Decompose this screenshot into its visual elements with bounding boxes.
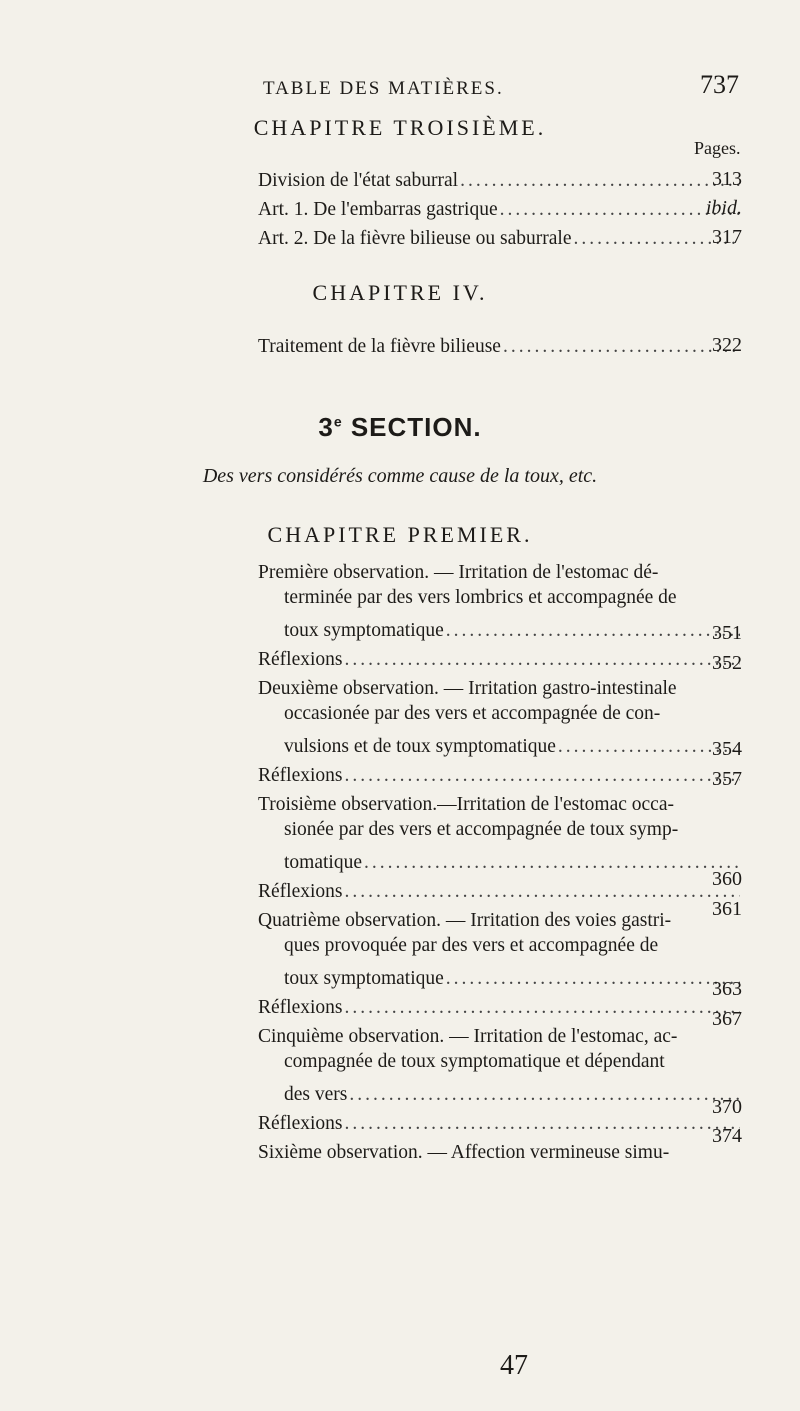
toc-entry-continuation: toux symptomatique: [284, 968, 444, 989]
toc-entry-title: Art. 1. De l'embarras gastrique: [258, 199, 498, 220]
toc-entry-continuation: sionée par des vers et accompagnée de toux symp-: [284, 819, 679, 840]
toc-entry: [258, 560, 688, 610]
toc-entry: [258, 226, 740, 251]
chapter-heading-four: CHAPITRE IV.: [312, 280, 488, 305]
toc-entry-title: Troisième observation.—Irritation de l'estomac occa-: [258, 794, 674, 815]
toc-entry: [258, 908, 688, 958]
chapter-heading-first: CHAPITRE PREMIER.: [267, 522, 533, 547]
toc-entry-continuation: compagnée de toux symptomatique et dépendant: [284, 1051, 665, 1072]
page-number: 737: [700, 70, 739, 99]
toc-entry: [258, 334, 740, 359]
toc-entry-title: Traitement de la fièvre bilieuse: [258, 336, 501, 357]
toc-entry-page: 357: [712, 768, 742, 790]
chapter-heading-three: CHAPITRE TROISIÈME.: [253, 115, 547, 140]
toc-entry: [258, 995, 740, 1020]
toc-entry-continuation: des vers: [284, 1084, 348, 1105]
toc-entry-title: Sixième observation. — Affection vermineuse simu-: [258, 1142, 670, 1163]
toc-entry-page: 352: [712, 652, 742, 674]
toc-entry-last-line: [258, 734, 740, 759]
toc-entry-continuation: vulsions et de toux symptomatique: [284, 736, 556, 757]
toc-entry-last-line: [258, 1082, 740, 1107]
toc-entry-page: 370: [712, 1096, 742, 1118]
toc-entry: [258, 1111, 740, 1136]
section-heading: [0, 412, 800, 443]
toc-entry-last-line: [258, 850, 740, 875]
toc-entry-page: 322: [712, 334, 742, 356]
toc-entry-page: 360: [712, 868, 742, 890]
toc-entry-page: 354: [712, 738, 742, 760]
pages-column-header: Pages.: [694, 138, 741, 158]
section-ordinal: e: [333, 413, 343, 430]
signature-mark: 47: [500, 1350, 528, 1381]
toc-entry: [258, 763, 740, 788]
toc-entry-title: Cinquième observation. — Irritation de l'estomac, ac-: [258, 1026, 678, 1047]
toc-entry-continuation: toux symptomatique: [284, 620, 444, 641]
toc-entry-continuation: terminée par des vers lombrics et accompagnée de: [284, 587, 677, 608]
toc-entry-continuation: occasionée par des vers et accompagnée de con-: [284, 703, 661, 724]
toc-entry: [258, 647, 740, 672]
running-head: TABLE DES MATIÈRES.: [263, 78, 504, 99]
toc-entry-title: Réflexions: [258, 881, 343, 902]
toc-entry-last-line: [258, 966, 740, 991]
section-number: 3: [318, 412, 334, 442]
toc-entry-page: 317: [712, 226, 742, 248]
toc-entry-page: ibid.: [705, 197, 742, 219]
toc-entry: [258, 197, 740, 222]
toc-entry-continuation: tomatique: [284, 852, 362, 873]
toc-entry: [258, 1024, 688, 1074]
toc-entry-title: Réflexions: [258, 765, 343, 786]
toc-entry-page: 313: [712, 168, 742, 190]
toc-entry-title: Première observation. — Irritation de l'estomac dé-: [258, 562, 659, 583]
toc-entry-page: 374: [712, 1125, 742, 1147]
section-subtitle: Des vers considérés comme cause de la toux, etc.: [202, 465, 598, 487]
toc-entry-last-line: [258, 618, 740, 643]
toc-entry-title: Art. 2. De la fièvre bilieuse ou saburrale: [258, 228, 572, 249]
toc-entry: [258, 1140, 740, 1165]
section-label: SECTION.: [350, 412, 482, 442]
toc-entry: [258, 792, 688, 842]
toc-entry-page: 351: [712, 622, 742, 644]
toc-entry-title: Deuxième observation. — Irritation gastro-intestinale: [258, 678, 677, 699]
toc-entry-page: 361: [712, 898, 742, 920]
toc-entry: [258, 676, 688, 726]
toc-entry-title: Réflexions: [258, 997, 343, 1018]
toc-entry: [258, 879, 740, 904]
toc-entry-continuation: ques provoquée par des vers et accompagnée de: [284, 935, 659, 956]
toc-entry-page: 367: [712, 1008, 742, 1030]
toc-entry: [258, 168, 740, 193]
toc-entry-title: Quatrième observation. — Irritation des voies gastri-: [258, 910, 672, 931]
toc-entry-title: Réflexions: [258, 649, 343, 670]
toc-entry-page: 363: [712, 978, 742, 1000]
toc-entry-title: Réflexions: [258, 1113, 343, 1134]
toc-entry-title: Division de l'état saburral: [258, 170, 459, 191]
